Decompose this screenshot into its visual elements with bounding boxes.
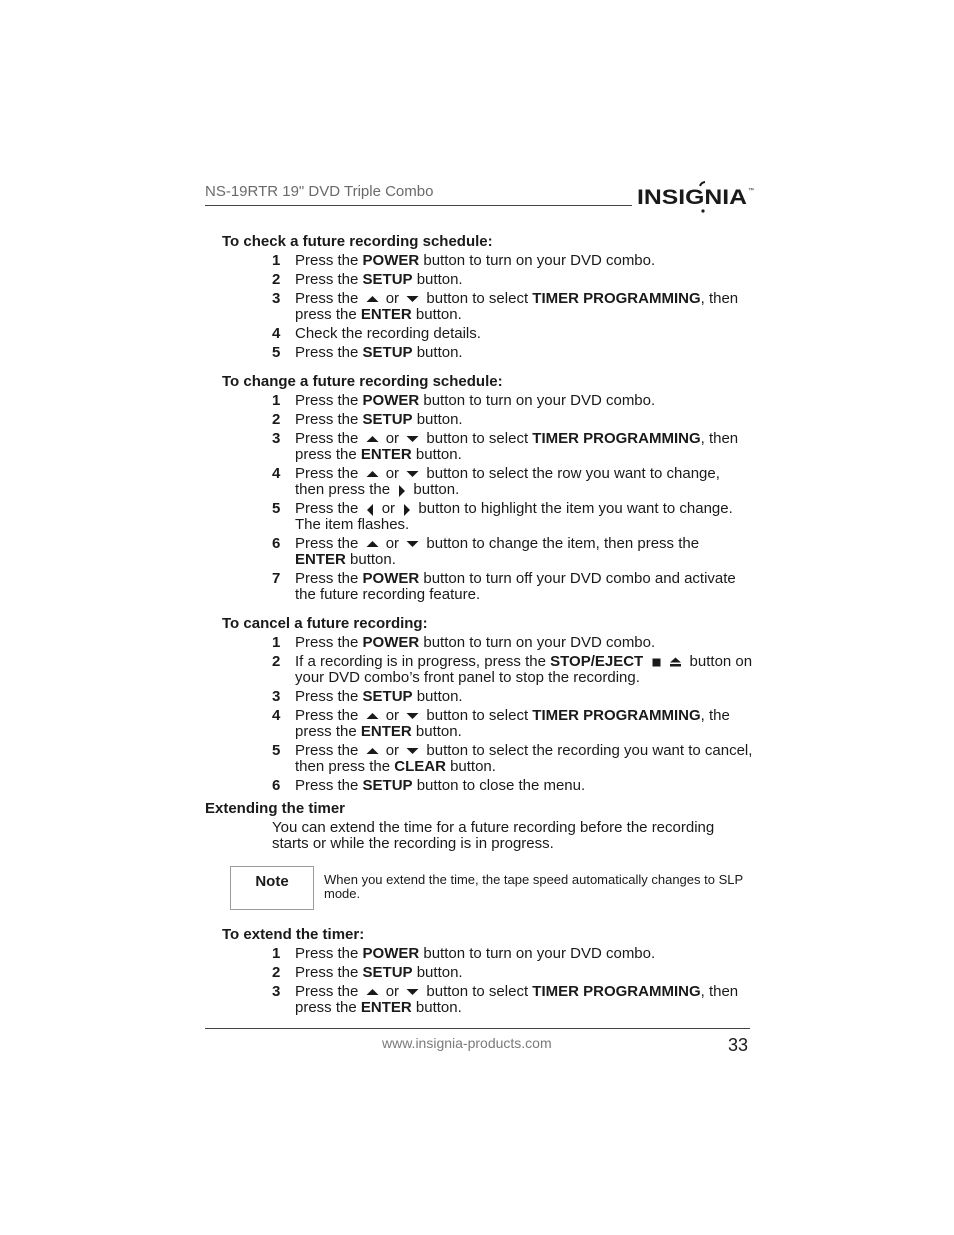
- step-text: button.: [409, 481, 460, 498]
- manual-content: [205, 233, 753, 1028]
- step-number: 6: [272, 777, 281, 794]
- step-item: [205, 743, 753, 775]
- step-number: 1: [272, 252, 281, 269]
- step-text: button.: [411, 446, 462, 463]
- button-name: TIMER PROGRAMMING: [532, 290, 701, 307]
- step-number: 2: [272, 271, 281, 288]
- footer-url: www.insignia-products.com: [382, 1035, 552, 1051]
- step-item: [205, 654, 753, 686]
- step-number: 7: [272, 570, 281, 587]
- button-name: STOP/EJECT: [550, 653, 644, 670]
- button-name: TIMER PROGRAMMING: [532, 983, 701, 1000]
- button-name: SETUP: [362, 344, 413, 361]
- step-text: Press the: [295, 707, 363, 724]
- button-name: SETUP: [362, 964, 413, 981]
- step-text: If a recording is in progress, press the: [295, 653, 551, 670]
- step-text: button.: [411, 723, 462, 740]
- step-text: Press the: [295, 983, 363, 1000]
- step-text: Press the: [295, 271, 363, 288]
- up-arrow-icon: [366, 539, 379, 549]
- up-arrow-icon: [366, 434, 379, 444]
- step-number: 1: [272, 945, 281, 962]
- down-arrow-icon: [406, 469, 419, 479]
- step-text: button to turn on your DVD combo.: [419, 634, 656, 651]
- step-number: 3: [272, 688, 281, 705]
- step-text: button.: [412, 344, 463, 361]
- step-text: button to select the recording you want to cancel, then press the: [295, 742, 753, 775]
- step-number: 3: [272, 983, 281, 1000]
- step-number: 5: [272, 500, 281, 517]
- step-item: [205, 431, 753, 463]
- step-item: [205, 689, 753, 705]
- step-text: button to turn on your DVD combo.: [419, 252, 656, 269]
- check-schedule-steps: [205, 253, 753, 361]
- down-arrow-icon: [406, 987, 419, 997]
- step-text: Press the: [295, 535, 363, 552]
- step-text: button to change the item, then press the: [422, 535, 700, 552]
- step-text: , the press the: [295, 707, 730, 740]
- up-arrow-icon: [366, 294, 379, 304]
- step-text: button on your DVD combo’s front panel to stop the recording.: [295, 653, 753, 686]
- step-number: 2: [272, 411, 281, 428]
- step-number: 4: [272, 465, 281, 482]
- step-text: Press the: [295, 392, 363, 409]
- note-text: When you extend the time, the tape speed automatically changes to SLP mode.: [324, 872, 743, 901]
- step-text: button to turn off your DVD combo and activate the future recording feature.: [295, 570, 736, 603]
- step-number: 5: [272, 742, 281, 759]
- step-text: button.: [412, 688, 463, 705]
- step-text: Press the: [295, 344, 363, 361]
- step-text: Press the: [295, 964, 363, 981]
- step-text: or: [381, 465, 404, 482]
- header-rule: [205, 205, 632, 206]
- step-text: Press the: [295, 945, 363, 962]
- step-text: Check the recording details.: [295, 325, 481, 342]
- step-text: or: [381, 983, 404, 1000]
- step-number: 3: [272, 290, 281, 307]
- step-text: Press the: [295, 465, 363, 482]
- step-text: Press the: [295, 688, 363, 705]
- svg-text:™: ™: [748, 188, 754, 194]
- step-number: 2: [272, 964, 281, 981]
- step-text: Press the: [295, 252, 363, 269]
- cancel-recording-steps: [205, 635, 753, 794]
- button-name: POWER: [362, 634, 420, 651]
- button-name: POWER: [362, 252, 420, 269]
- step-item: [205, 965, 753, 981]
- step-number: 1: [272, 634, 281, 651]
- step-text: [643, 653, 647, 670]
- button-name: ENTER: [360, 723, 412, 740]
- step-text: or: [381, 430, 404, 447]
- step-text: , then press the: [295, 290, 739, 323]
- step-text: button to turn on your DVD combo.: [419, 945, 656, 962]
- step-text: button to highlight the item you want to change. The item flashes.: [295, 500, 733, 533]
- left-arrow-icon: [366, 504, 375, 514]
- step-number: 5: [272, 344, 281, 361]
- footer-rule: [205, 1028, 750, 1029]
- step-text: button to select: [422, 707, 533, 724]
- button-name: SETUP: [362, 777, 413, 794]
- button-name: SETUP: [362, 271, 413, 288]
- step-number: 6: [272, 535, 281, 552]
- insignia-logo: [637, 180, 753, 214]
- step-text: Press the: [295, 742, 363, 759]
- down-arrow-icon: [406, 434, 419, 444]
- step-text: button to select: [422, 290, 533, 307]
- step-number: 1: [272, 392, 281, 409]
- step-item: [205, 946, 753, 962]
- step-text: button.: [445, 758, 496, 775]
- stop-icon: [650, 657, 663, 667]
- check-schedule-heading: To check a future recording schedule:: [222, 233, 493, 250]
- button-name: POWER: [362, 570, 420, 587]
- step-item: [205, 984, 753, 1016]
- button-name: POWER: [362, 392, 420, 409]
- button-name: CLEAR: [394, 758, 446, 775]
- step-item: [205, 291, 753, 323]
- step-text: button to select: [422, 430, 533, 447]
- step-text: button.: [412, 411, 463, 428]
- step-text: Press the: [295, 777, 363, 794]
- step-number: 4: [272, 325, 281, 342]
- step-item: [205, 501, 753, 533]
- up-arrow-icon: [366, 469, 379, 479]
- button-name: ENTER: [295, 551, 346, 568]
- extending-timer-paragraph: You can extend the time for a future recording before the recording starts or while the recording is in progress.: [272, 819, 715, 852]
- note-box: [230, 866, 753, 910]
- down-arrow-icon: [406, 711, 419, 721]
- up-arrow-icon: [366, 746, 379, 756]
- right-arrow-icon: [397, 485, 406, 495]
- step-text: Press the: [295, 634, 363, 651]
- step-text: Press the: [295, 290, 363, 307]
- step-text: button.: [412, 271, 463, 288]
- step-item: [205, 635, 753, 651]
- page-number: 33: [728, 1035, 749, 1055]
- button-name: SETUP: [362, 411, 413, 428]
- step-text: Press the: [295, 570, 363, 587]
- step-text: or: [381, 535, 404, 552]
- step-text: button to select the row you want to change, then press the: [295, 465, 720, 498]
- step-text: Press the: [295, 430, 363, 447]
- step-number: 4: [272, 707, 281, 724]
- extend-timer-steps: [205, 946, 753, 1016]
- down-arrow-icon: [406, 294, 419, 304]
- step-text: , then press the: [295, 983, 739, 1016]
- svg-text:INSIGNIA: INSIGNIA: [637, 186, 747, 209]
- button-name: TIMER PROGRAMMING: [532, 430, 701, 447]
- cancel-recording-heading: To cancel a future recording:: [222, 615, 428, 632]
- step-item: [205, 412, 753, 428]
- right-arrow-icon: [402, 504, 411, 514]
- step-number: 2: [272, 653, 281, 670]
- step-text: or: [381, 290, 404, 307]
- step-item: [205, 326, 753, 342]
- step-text: button.: [411, 306, 462, 323]
- step-item: [205, 536, 753, 568]
- step-text: button to close the menu.: [412, 777, 586, 794]
- button-name: POWER: [362, 945, 420, 962]
- button-name: ENTER: [360, 306, 412, 323]
- step-text: or: [377, 500, 400, 517]
- step-item: [205, 253, 753, 269]
- step-item: [205, 345, 753, 361]
- step-text: button to turn on your DVD combo.: [419, 392, 656, 409]
- up-arrow-icon: [366, 987, 379, 997]
- note-label: Note: [230, 866, 314, 910]
- change-schedule-steps: [205, 393, 753, 603]
- up-arrow-icon: [366, 711, 379, 721]
- step-number: 3: [272, 430, 281, 447]
- change-schedule-heading: To change a future recording schedule:: [222, 373, 503, 390]
- step-item: [205, 571, 753, 603]
- step-text: button.: [412, 964, 463, 981]
- extend-timer-heading: To extend the timer:: [222, 926, 365, 943]
- down-arrow-icon: [406, 539, 419, 549]
- step-text: or: [381, 707, 404, 724]
- step-item: [205, 466, 753, 498]
- down-arrow-icon: [406, 746, 419, 756]
- step-text: or: [381, 742, 404, 759]
- button-name: ENTER: [360, 999, 412, 1016]
- header-title: NS-19RTR 19" DVD Triple Combo: [205, 183, 434, 200]
- step-item: [205, 272, 753, 288]
- button-name: ENTER: [360, 446, 412, 463]
- step-text: button.: [345, 551, 396, 568]
- step-item: [205, 708, 753, 740]
- button-name: SETUP: [362, 688, 413, 705]
- step-text: , then press the: [295, 430, 739, 463]
- extending-timer-heading: Extending the timer: [205, 800, 346, 817]
- step-text: Press the: [295, 500, 363, 517]
- button-name: TIMER PROGRAMMING: [532, 707, 701, 724]
- step-text: button.: [411, 999, 462, 1016]
- step-text: button to select: [422, 983, 533, 1000]
- step-text: Press the: [295, 411, 363, 428]
- step-item: [205, 778, 753, 794]
- step-item: [205, 393, 753, 409]
- eject-icon: [669, 657, 682, 667]
